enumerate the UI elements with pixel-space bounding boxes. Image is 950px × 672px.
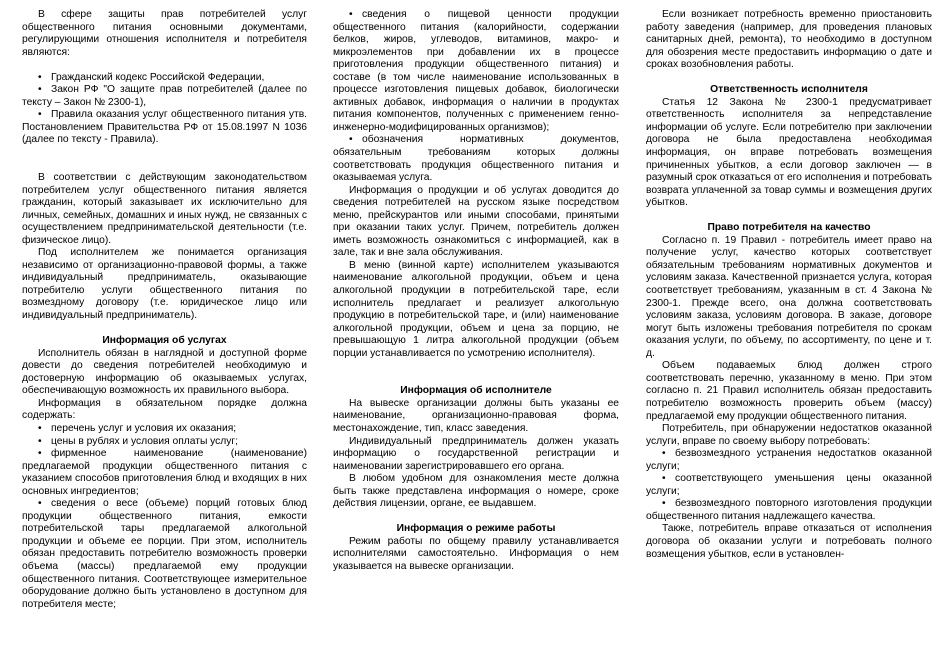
bullet-icon: • xyxy=(38,84,42,96)
bullet-icon: • xyxy=(38,71,42,83)
list-item: • перечень услуг и условия их оказания; xyxy=(38,422,237,434)
bullet-icon: • xyxy=(38,435,42,447)
intro-paragraph: В сфере защиты прав потребителей услуг общественного питания основными документами, регулирующими отношения исполнителя и потребителя являются: xyxy=(22,9,307,58)
bullet-icon: • xyxy=(662,448,666,460)
list-item: • обозначения нормативных документов, обязательным требованиям которых должны соответствовать продукция общественного питания и оказываемая услуга. xyxy=(333,134,619,184)
license-paragraph: В любом удобном для ознакомления месте должна быть также представлена информация о номере, сроке действия лицензии, органе, ее выдавшем. xyxy=(333,473,619,510)
refuse-paragraph: Также, потребитель вправе отказаться от исполнения договора об оказании услуги и потребовать полного возмещения убытков, если в установлен- xyxy=(646,523,932,560)
bullet-icon: • xyxy=(662,498,666,510)
wine-menu-paragraph: В меню (винной карте) исполнителем указываются наименование алкогольной продукции, объем и цена алкогольной продукции в потребительской таре, если исполнитель предлагает и реализует алкогольную продукцию в потребительской таре, и (или) наименование алкогольной продукции, объем и цена за порцию, не превышающую 1 литра алкогольной продукции (объем порции устанавливается по усмотрению исполнителя). xyxy=(333,259,619,359)
heading-services-info: Информация об услугах xyxy=(102,335,227,347)
heading-executor-info: Информация об исполнителе xyxy=(400,385,552,397)
mandatory-paragraph: Информация в обязательном порядке должна содержать: xyxy=(22,397,307,422)
list-item: • безвозмездного повторного изготовления продукции общественного питания надлежащего качества. xyxy=(646,498,932,522)
executor-paragraph: Под исполнителем же понимается организация независимо от организационно-правовой формы, а также индивидуальный предприниматель, оказывающие потребителю услуги общественного питания по возмездному договору (т.е. юридическое лицо или индивидуальный предприниматель). xyxy=(22,247,307,322)
column-1 xyxy=(22,9,307,669)
list-item: • Правила оказания услуг общественного питания утв. Постановлением Правительства РФ от 15.08.1997 N 1036 (далее по тексту - Правила). xyxy=(22,109,307,146)
list-item: • цены в рублях и условия оплаты услуг; xyxy=(38,435,238,447)
list-item: • Гражданский кодекс Российской Федерации, xyxy=(38,71,265,83)
list-item: • фирменное наименование (наименование) предлагаемой продукции общественного питания с указанием способов приготовления блюд и входящих в них основных ингредиентов; xyxy=(22,448,307,497)
column-2 xyxy=(333,9,619,669)
column-3 xyxy=(646,9,932,669)
bullet-icon: • xyxy=(38,422,42,434)
liability-paragraph: Статья 12 Закона № 2300-1 предусматривает ответственность исполнителя за непредставление информации об услуге. Если потребителю при заключении договора не была предоставлена необходимая информация, он вправе потребовать возмещения причиненных убытков, а если договор заключен — в разумный срок отказаться от его исполнения и потребовать возврата уплаченной за товар суммы и возмещения других убытков. xyxy=(646,96,932,209)
bullet-icon: • xyxy=(349,134,353,146)
list-item: • безвозмездного устранения недостатков оказанной услуги; xyxy=(646,448,932,472)
ip-paragraph: Индивидуальный предприниматель должен указать информацию о государственной регистрации и наименовании зарегистрировавшего его органа. xyxy=(333,435,619,472)
suspend-paragraph: Если возникает потребность временно приостановить работу заведения (например, для проведения плановых санитарных дней, ремонта), то необходимо в доступном для обозрения месте предоставить информацию о дате и сроках возобновления работы. xyxy=(646,9,932,71)
list-item: • сведения о весе (объеме) порций готовых блюд продукции общественного питания, емкости потребительской тары предлагаемой алкогольной продукции и объеме ее порции. При этом, исполнитель обязан предоставить потребителю возможность проверки объема (массы) предлагаемой ему продукции общественного питания. Соответствующее измерительное оборудование должно быть установлено в доступном для потребителя месте; xyxy=(22,498,307,610)
defects-paragraph: Потребитель, при обнаружении недостатков оказанной услуги, вправе по своему выбору потребовать: xyxy=(646,423,932,447)
language-paragraph: Информация о продукции и об услугах доводится до сведения потребителей на русском языке посредством меню, прейскурантов или иными способами, принятыми при оказании таких услуг. Причем, потребитель должен иметь возможность ознакомиться с информацией, как в зале, так и вне зала обслуживания. xyxy=(333,184,619,259)
heading-quality-right: Право потребителя на качество xyxy=(707,222,871,234)
bullet-icon: • xyxy=(349,9,353,20)
bullet-icon: • xyxy=(38,498,42,510)
list-item: • сведения о пищевой ценности продукции общественного питания (калорийности, содержании белков, жиров, углеводов, витаминов, макро- и микроэлементов при добавлении их в процессе приготовления продукции общественного питания) и составе (в том числе наименование использованных в процессе изготовления пищевых добавок, биологически активных добавок, информация о наличии в продуктах питания компонентов, полученных с применением генно-инженерно-модифицированных организмов); xyxy=(333,9,619,133)
heading-work-mode: Информация о режиме работы xyxy=(396,523,556,535)
sign-paragraph: На вывеске организации должны быть указаны ее наименование, организационно-правовая форма, местонахождение, тип, класс заведения. xyxy=(333,397,619,434)
consumer-paragraph: В соответствии с действующим законодательством потребителем услуг общественного питания является гражданин, который заказывает их исключительно для личных, семейных, домашних и иных нужд, не связанных с осуществлением предпринимательской деятельности (т.е. физическое лицо). xyxy=(22,172,307,246)
bullet-icon: • xyxy=(38,448,42,460)
bullet-icon: • xyxy=(662,473,666,485)
heading-liability: Ответственность исполнителя xyxy=(710,84,868,96)
work-mode-paragraph: Режим работы по общему правилу устанавливается исполнителями самостоятельно. Информация о нем указывается на вывеске организации. xyxy=(333,535,619,572)
bullet-icon: • xyxy=(38,109,42,121)
list-item: • Закон РФ "О защите прав потребителей (далее по тексту – Закон № 2300-1), xyxy=(22,84,307,108)
list-item: • соответствующего уменьшения цены оказанной услуги; xyxy=(646,473,932,497)
volume-paragraph: Объем подаваемых блюд должен строго соответствовать перечню, указанному в меню. При этом согласно п. 21 Правил исполнитель обязан предоставить потребителю возможность проверить объем (массу) предлагаемой ему продукции общественного питания. xyxy=(646,360,932,422)
obliged-paragraph: Исполнитель обязан в наглядной и доступной форме довести до сведения потребителей необходимую и достоверную информацию об оказываемых услугах, обеспечивающую возможность их правильного выбора. xyxy=(22,347,307,397)
quality-paragraph: Согласно п. 19 Правил - потребитель имеет право на получение услуг, качество которых соответствует обязательным требованиям нормативных документов и условиям заказа. Качественной признается услуга, которая соответствует требованиям, указанным в ст. 4 Закона № 2300-1. Прежде всего, она должна соответствовать условиям заказа, условиям договора. В заказе, договоре могут быть изложены требования потребителя по срокам оказания услуги, по объему, по ассортименту, по цене и т. д. xyxy=(646,234,932,359)
